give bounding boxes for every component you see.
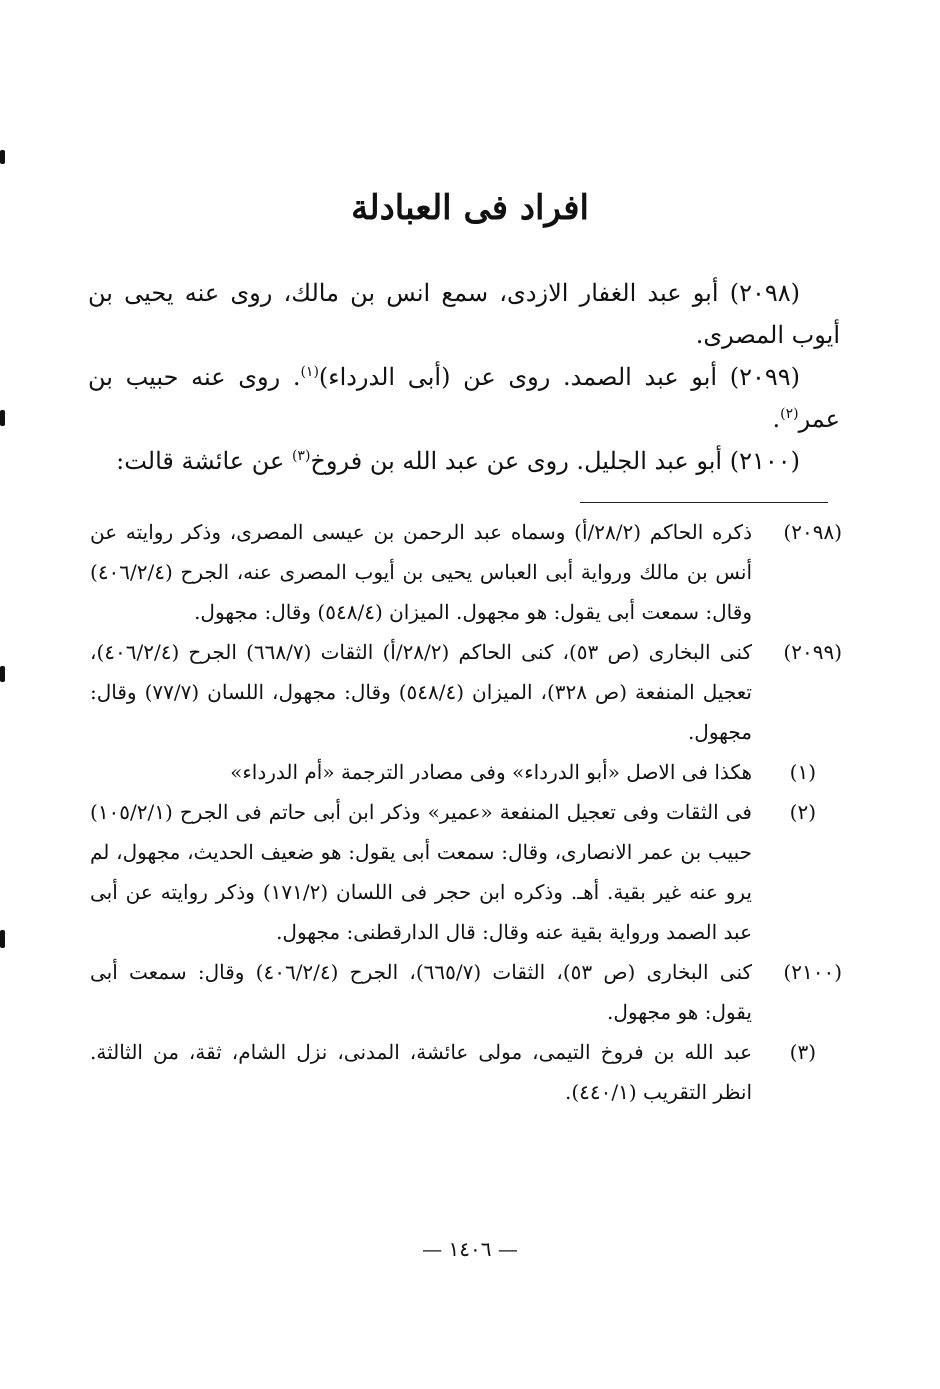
scan-edge-mark <box>0 666 5 682</box>
footnotes <box>90 512 842 1112</box>
footnote <box>90 792 842 952</box>
entry-text: عن عائشة قالت: <box>116 447 292 475</box>
footnote-ref: (٢) <box>780 406 799 422</box>
scan-edge-mark <box>0 150 5 164</box>
footnote <box>90 752 842 792</box>
footnote <box>90 632 842 752</box>
footnote-text: عبد الله بن فروخ التيمى، مولى عائشة، المدنى، نزل الشام، ثقة، من الثالثة. انظر التقريب (٤٤٠/١). <box>90 1040 752 1104</box>
scan-edge-mark <box>0 930 5 948</box>
footnote-number: (٣) <box>789 1040 816 1064</box>
entry-2099 <box>88 356 840 440</box>
footnote <box>90 1032 842 1112</box>
footnote-text: كنى البخارى (ص ٥٣)، كنى الحاكم (٢٨/٢/أ) الثقات (٦٦٨/٧) الجرح (٤٠٦/٢/٤)، تعجيل المنفعة (ص ٣٢٨)، الميزان (٥٤٨/٤) وقال: مجهول، اللسان (٧٧/٧) وقال: مجهول. <box>90 640 752 744</box>
footnote-number: (٢) <box>789 800 816 824</box>
entry-text: . <box>772 405 781 433</box>
scan-edge-mark <box>0 410 5 426</box>
footnote-ref: (١) <box>300 364 319 380</box>
entry-text: (٢٠٩٩) أبو عبد الصمد. روى عن (أبى الدرداء) <box>318 363 800 391</box>
footnote-number: (١) <box>789 760 816 784</box>
main-text <box>88 272 840 482</box>
footnote-number: (٢٠٩٩) <box>783 640 842 664</box>
page-title: افراد فى العبادلة <box>351 188 589 228</box>
entry-text: . روى عنه حبيب بن عمر <box>88 363 840 433</box>
footnote-text: فى الثقات وفى تعجيل المنفعة «عمير» وذكر ابن أبى حاتم فى الجرح (١٠٥/٢/١) حبيب بن عمر الانصارى، وقال: سمعت أبى يقول: هو ضعيف الحديث، مجهول، لم يرو عنه غير بقية. أهـ. وذكره ابن حجر فى اللسان (١٧١/٢) وذكر روايته عن أبى عبد الصمد ورواية بقية عنه وقال: قال الدارقطنى: مجهول. <box>90 800 752 944</box>
footnote-text: كنى البخارى (ص ٥٣)، الثقات (٦٦٥/٧)، الجرح (٤٠٦/٢/٤) وقال: سمعت أبى يقول: هو مجهول. <box>90 960 752 1024</box>
footnote-text: ذكره الحاكم (٢٨/٢/أ) وسماه عبد الرحمن بن عيسى المصرى، وذكر روايته عن أنس بن مالك ورواية أبى العباس يحيى بن أيوب المصرى عنه، الجرح (٤٠٦/٢/٤) وقال: سمعت أبى يقول: هو مجهول. الميزان (٥٤٨/٤) وقال: مجهول. <box>90 520 752 624</box>
entry-text: (٢١٠٠) أبو عبد الجليل. روى عن عبد الله بن فروخ <box>310 447 800 475</box>
footnote-number: (٢١٠٠) <box>783 960 842 984</box>
page-number: — ١٤٠٦ — <box>422 1237 518 1261</box>
entry-2100 <box>88 440 840 482</box>
footnote <box>90 952 842 1032</box>
footnote-number: (٢٠٩٨) <box>783 520 842 544</box>
footnote-divider <box>580 502 828 503</box>
footnote-text: هكذا فى الاصل «أبو الدرداء» وفى مصادر الترجمة «أم الدرداء» <box>230 760 752 784</box>
footnote-ref: (٣) <box>291 448 311 464</box>
footnote <box>90 512 842 632</box>
entry-2098: (٢٠٩٨) أبو عبد الغفار الازدى، سمع انس بن مالك، روى عنه يحيى بن أيوب المصرى. <box>88 279 840 349</box>
